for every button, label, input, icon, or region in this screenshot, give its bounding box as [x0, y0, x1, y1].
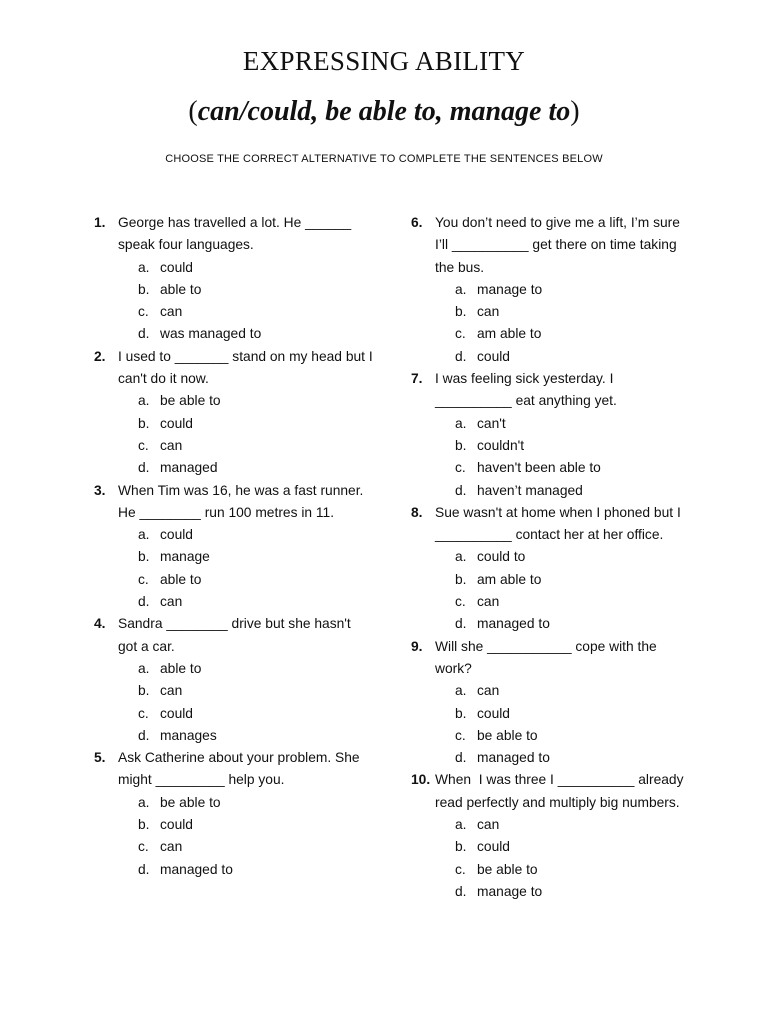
option-text: manages — [160, 727, 217, 743]
option-text: be able to — [477, 861, 538, 877]
option-text: be able to — [477, 727, 538, 743]
option-text: be able to — [160, 794, 221, 810]
question-text: work? — [435, 660, 472, 676]
option-text: can — [477, 817, 500, 833]
question-text: read perfectly and multiply big numbers. — [435, 794, 680, 810]
option-letter: a. — [138, 794, 150, 810]
question-line — [411, 658, 711, 680]
answer-option — [455, 591, 711, 613]
question-item — [94, 212, 386, 346]
option-text: could — [160, 415, 193, 431]
option-letter: a. — [455, 817, 467, 833]
option-text: haven't been able to — [477, 460, 601, 476]
option-text: haven’t managed — [477, 482, 583, 498]
option-text: was managed to — [160, 326, 262, 342]
question-text: When I was three I __________ already — [435, 772, 684, 788]
option-text: could to — [477, 549, 526, 565]
question-text: He ________ run 100 metres in 11. — [118, 504, 335, 520]
option-text: can — [477, 304, 500, 320]
question-text: Sandra ________ drive but she hasn't — [118, 616, 351, 632]
question-number — [411, 524, 435, 546]
answer-option — [455, 480, 711, 502]
option-letter: c. — [138, 571, 149, 587]
option-letter: d. — [455, 616, 467, 632]
option-text: managed — [160, 460, 218, 476]
answer-option — [455, 881, 711, 903]
question-number: 9. — [411, 638, 423, 654]
option-letter: c. — [138, 839, 149, 855]
option-text: can — [160, 594, 183, 610]
answer-option — [138, 457, 386, 479]
option-letter: c. — [455, 727, 466, 743]
option-letter: a. — [138, 527, 150, 543]
option-text: can — [477, 683, 500, 699]
option-text: could — [160, 705, 193, 721]
answer-option — [138, 435, 386, 457]
question-line — [411, 502, 711, 524]
answer-option — [138, 524, 386, 546]
question-line — [411, 636, 711, 658]
answer-option — [455, 725, 711, 747]
answer-option — [455, 413, 711, 435]
question-number: 7. — [411, 371, 423, 387]
option-text: manage to — [477, 883, 543, 899]
question-item — [94, 480, 386, 614]
answer-option — [138, 301, 386, 323]
question-number — [94, 234, 118, 256]
subtitle-close-paren: ) — [570, 96, 580, 127]
question-item — [411, 368, 711, 502]
answer-option — [455, 301, 711, 323]
question-number — [94, 368, 118, 390]
option-text: could — [477, 348, 510, 364]
question-item — [411, 636, 711, 770]
answer-options — [411, 680, 711, 769]
answer-option — [455, 346, 711, 368]
question-text: can't do it now. — [118, 371, 209, 387]
instructions: CHOOSE THE CORRECT ALTERNATIVE TO COMPLETE THE SENTENCES BELOW — [165, 153, 603, 165]
answer-option — [455, 703, 711, 725]
option-text: manage — [160, 549, 210, 565]
question-line — [94, 613, 386, 635]
question-line — [94, 747, 386, 769]
option-letter: c. — [138, 304, 149, 320]
option-text: could — [160, 259, 193, 275]
answer-option — [455, 546, 711, 568]
option-letter: d. — [138, 594, 150, 610]
question-text: __________ eat anything yet. — [435, 393, 617, 409]
option-text: able to — [160, 281, 202, 297]
question-number: 8. — [411, 504, 423, 520]
question-number: 1. — [94, 215, 106, 230]
option-text: managed to — [160, 861, 233, 877]
answer-option — [138, 323, 386, 345]
answer-option — [455, 814, 711, 836]
question-line — [411, 257, 711, 279]
answer-option — [455, 569, 711, 591]
option-text: managed to — [477, 616, 550, 632]
question-line — [94, 234, 386, 256]
option-text: could — [477, 839, 510, 855]
option-text: couldn't — [477, 437, 525, 453]
question-text: I used to _______ stand on my head but I — [118, 348, 373, 364]
answer-option — [138, 591, 386, 613]
question-number — [94, 769, 118, 791]
answer-options — [411, 413, 711, 502]
answer-option — [138, 725, 386, 747]
answer-option — [138, 413, 386, 435]
question-text: When Tim was 16, he was a fast runner. — [118, 482, 364, 498]
question-number — [94, 636, 118, 658]
option-letter: b. — [138, 549, 150, 565]
option-text: manage to — [477, 281, 543, 297]
question-number: 3. — [94, 482, 106, 498]
question-item — [94, 613, 386, 747]
option-letter: a. — [455, 281, 467, 297]
question-line — [411, 524, 711, 546]
answer-option — [138, 814, 386, 836]
question-line — [94, 769, 386, 791]
question-number — [411, 257, 435, 279]
option-text: be able to — [160, 393, 221, 409]
option-text: able to — [160, 660, 202, 676]
worksheet-title: EXPRESSING ABILITY — [242, 46, 526, 76]
question-line — [94, 346, 386, 368]
question-text: Ask Catherine about your problem. She — [118, 750, 360, 766]
option-letter: a. — [138, 660, 150, 676]
option-text: could — [160, 527, 193, 543]
option-text: able to — [160, 571, 202, 587]
answer-options — [411, 279, 711, 368]
option-letter: d. — [138, 861, 150, 877]
answer-options — [94, 524, 386, 613]
option-text: am able to — [477, 326, 542, 342]
answer-option — [138, 859, 386, 881]
question-item — [94, 346, 386, 480]
answer-option — [455, 680, 711, 702]
answer-option — [138, 257, 386, 279]
question-line — [94, 368, 386, 390]
option-letter: b. — [138, 281, 150, 297]
subtitle-text: can/could, be able to, manage to — [197, 96, 571, 127]
option-letter: b. — [455, 705, 467, 721]
answer-option — [138, 836, 386, 858]
option-letter: c. — [138, 705, 149, 721]
question-text: I’ll __________ get there on time taking — [435, 237, 677, 253]
question-number — [411, 792, 435, 814]
answer-options — [411, 546, 711, 635]
answer-option — [138, 792, 386, 814]
option-text: can — [477, 594, 500, 610]
option-text: managed to — [477, 750, 550, 766]
option-letter: c. — [138, 437, 149, 453]
answer-option — [455, 279, 711, 301]
option-text: can — [160, 683, 183, 699]
answer-option — [455, 613, 711, 635]
option-text: can — [160, 437, 183, 453]
option-letter: b. — [455, 839, 467, 855]
question-text: George has travelled a lot. He ______ — [118, 215, 352, 230]
option-letter: a. — [455, 549, 467, 565]
worksheet-subtitle — [0, 96, 768, 128]
answer-options — [94, 658, 386, 747]
question-line — [411, 390, 711, 412]
option-letter: a. — [455, 415, 467, 431]
answer-options — [94, 390, 386, 479]
option-letter: a. — [138, 393, 150, 409]
answer-option — [455, 457, 711, 479]
question-line — [94, 212, 386, 234]
answer-option — [455, 747, 711, 769]
option-letter: d. — [138, 326, 150, 342]
answer-option — [138, 569, 386, 591]
questions-column-left — [94, 212, 386, 881]
question-text: Will she ___________ cope with the — [435, 638, 657, 654]
option-letter: b. — [455, 571, 467, 587]
answer-option — [455, 859, 711, 881]
question-item — [94, 747, 386, 881]
question-number: 10. — [411, 772, 431, 788]
question-text: You don’t need to give me a lift, I’m sure — [435, 215, 680, 230]
option-text: can — [160, 304, 183, 320]
question-line — [411, 234, 711, 256]
answer-options — [411, 814, 711, 903]
option-letter: d. — [455, 482, 467, 498]
answer-options — [94, 257, 386, 346]
option-text: can — [160, 839, 183, 855]
questions-column-right — [411, 212, 711, 903]
option-letter: d. — [455, 883, 467, 899]
answer-option — [138, 658, 386, 680]
option-letter: b. — [138, 817, 150, 833]
option-letter: b. — [455, 304, 467, 320]
question-number: 4. — [94, 616, 106, 632]
question-line — [411, 792, 711, 814]
question-text: I was feeling sick yesterday. I — [435, 371, 614, 387]
question-text: might _________ help you. — [118, 772, 285, 788]
option-letter: b. — [138, 415, 150, 431]
question-item — [411, 212, 711, 368]
answer-option — [138, 680, 386, 702]
answer-option — [455, 836, 711, 858]
option-text: am able to — [477, 571, 542, 587]
question-line — [411, 368, 711, 390]
option-letter: d. — [138, 460, 150, 476]
question-number: 2. — [94, 348, 106, 364]
option-letter: c. — [455, 326, 466, 342]
option-letter: c. — [455, 460, 466, 476]
question-line — [411, 212, 711, 234]
question-text: got a car. — [118, 638, 175, 654]
option-text: could — [160, 817, 193, 833]
question-number — [94, 502, 118, 524]
question-number: 6. — [411, 215, 423, 230]
question-item — [411, 502, 711, 636]
option-letter: d. — [455, 750, 467, 766]
answer-options — [94, 792, 386, 881]
option-letter: d. — [138, 727, 150, 743]
question-number — [411, 390, 435, 412]
question-item — [411, 769, 711, 903]
question-line — [411, 769, 711, 791]
option-letter: a. — [455, 683, 467, 699]
question-text: __________ contact her at her office. — [435, 527, 664, 543]
question-number — [411, 658, 435, 680]
option-letter: c. — [455, 861, 466, 877]
answer-option — [455, 435, 711, 457]
option-letter: d. — [455, 348, 467, 364]
question-number: 5. — [94, 750, 106, 766]
option-letter: b. — [455, 437, 467, 453]
answer-option — [455, 323, 711, 345]
answer-option — [138, 279, 386, 301]
question-line — [94, 502, 386, 524]
question-line — [94, 480, 386, 502]
question-number — [411, 234, 435, 256]
question-text: Sue wasn't at home when I phoned but I — [435, 504, 681, 520]
option-letter: a. — [138, 259, 150, 275]
answer-option — [138, 390, 386, 412]
option-letter: c. — [455, 594, 466, 610]
option-letter: b. — [138, 683, 150, 699]
option-text: can't — [477, 415, 506, 431]
question-text: the bus. — [435, 259, 485, 275]
question-text: speak four languages. — [118, 237, 254, 253]
option-text: could — [477, 705, 510, 721]
subtitle-open-paren: ( — [188, 96, 198, 127]
question-line — [94, 636, 386, 658]
answer-option — [138, 703, 386, 725]
answer-option — [138, 546, 386, 568]
